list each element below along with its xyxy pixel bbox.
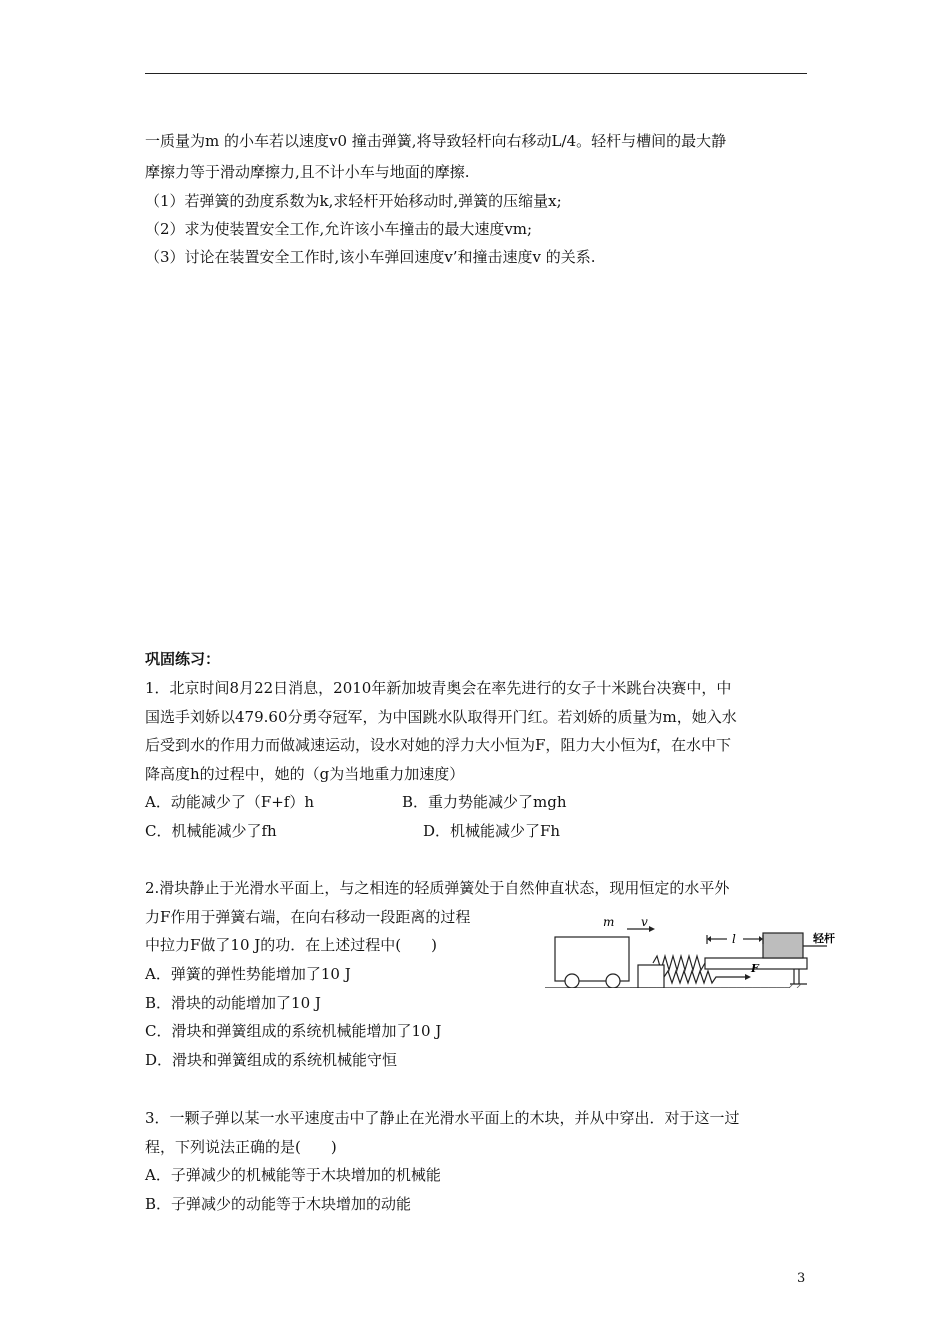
q1-line-2: 国选手刘娇以479.60分勇夺冠军，为中国跳水队取得开门红。若刘娇的质量为m，她入水: [145, 708, 737, 726]
q2-option-b: B．滑块的动能增加了10 J: [145, 994, 321, 1012]
q2-line-3: 中拉力F做了10 J的功．在上述过程中( ): [145, 936, 437, 954]
cart-body: [555, 937, 629, 981]
q2-option-a: A．弹簧的弹性势能增加了10 J: [145, 965, 351, 983]
lower-spring: [664, 971, 745, 983]
problem-subquestion-3: （3）讨论在装置安全工作时,该小车弹回速度v’和撞击速度v 的关系.: [145, 248, 596, 266]
spring-cart-figure: [545, 906, 845, 988]
header-rule: [145, 73, 807, 74]
problem-intro-line-2: 摩擦力等于滑动摩擦力,且不计小车与地面的摩擦.: [145, 163, 470, 181]
q3-option-a: A．子弹减少的机械能等于木块增加的机械能: [145, 1166, 441, 1184]
q1-option-d: D．机械能减少了Fh: [423, 822, 561, 840]
q3-option-b: B．子弹减少的动能等于木块增加的动能: [145, 1195, 412, 1213]
section-title: 巩固练习：: [145, 650, 221, 668]
q1-option-b: B．重力势能减少了mgh: [402, 793, 567, 811]
q1-line-3: 后受到水的作用力而做减速运动，设水对她的浮力大小恒为F，阻力大小恒为f，在水中下: [145, 736, 731, 754]
label-F: F: [751, 962, 759, 975]
q3-line-1: 3．一颗子弹以某一水平速度击中了静止在光滑水平面上的木块，并从中穿出．对于这一过: [145, 1109, 740, 1127]
q3-line-2: 程，下列说法正确的是( ): [145, 1138, 337, 1156]
q2-option-d: D．滑块和弹簧组成的系统机械能守恒: [145, 1051, 398, 1069]
problem-intro-line-1: 一质量为m 的小车若以速度v0 撞击弹簧,将导致轻杆向右移动L/4。轻杆与槽间的最大静: [145, 132, 727, 150]
q2-line-2: 力F作用于弹簧右端，在向右移动一段距离的过程: [145, 908, 471, 926]
q2-line-1: 2.滑块静止于光滑水平面上，与之相连的轻质弹簧处于自然伸直状态，现用恒定的水平外: [145, 879, 730, 897]
label-l: l: [732, 932, 736, 946]
label-v: v: [641, 915, 648, 929]
q1-line-1: 1．北京时间8月22日消息，2010年新加坡青奥会在率先进行的女子十米跳台决赛中，中: [145, 679, 732, 697]
problem-subquestion-2: （2）求为使装置安全工作,允许该小车撞击的最大速度vm;: [145, 220, 533, 238]
label-rod: 轻杆: [813, 932, 835, 945]
q1-option-a: A．动能减少了（F+f）h: [145, 793, 315, 811]
slider-block: [638, 965, 664, 988]
q2-option-c: C．滑块和弹簧组成的系统机械能增加了10 J: [145, 1022, 442, 1040]
q1-line-4: 降高度h的过程中，她的（g为当地重力加速度）: [145, 765, 465, 783]
top-block: [763, 933, 803, 958]
cart-wheel-right: [606, 974, 620, 988]
q1-option-c: C．机械能减少了fh: [145, 822, 277, 840]
page-number: 3: [797, 1271, 806, 1286]
problem-subquestion-1: （1）若弹簧的劲度系数为k,求轻杆开始移动时,弹簧的压缩量x;: [145, 192, 562, 210]
cart-wheel-left: [565, 974, 579, 988]
label-m: m: [603, 915, 615, 929]
